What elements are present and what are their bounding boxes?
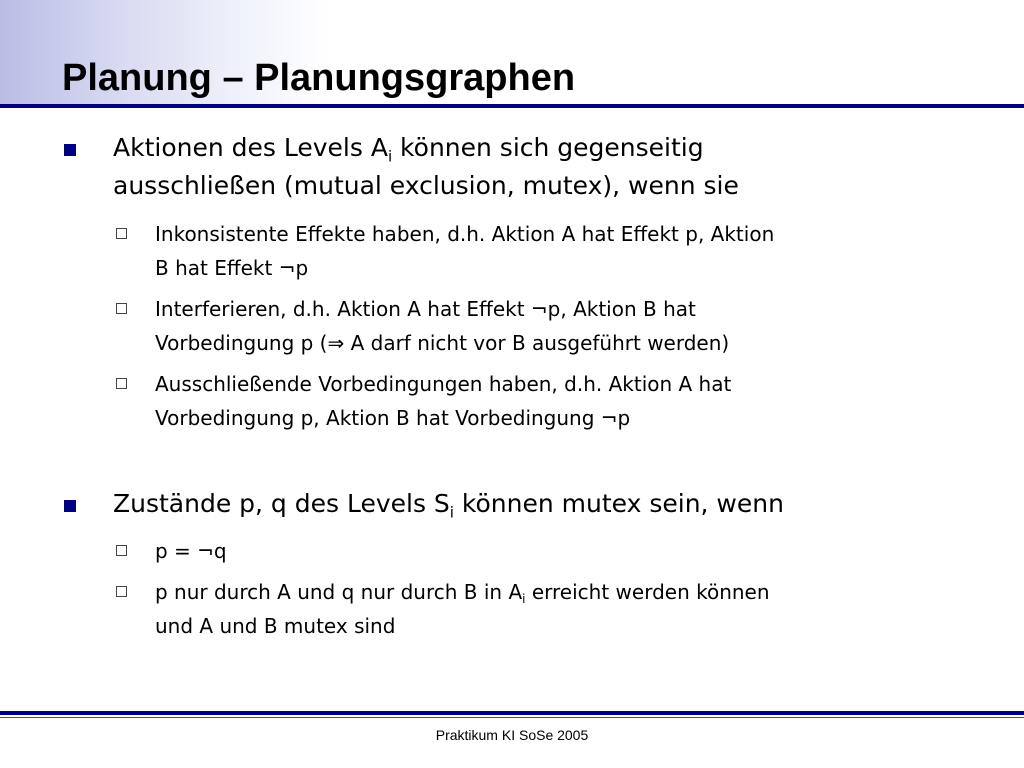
sub-item-line1: Ausschließende Vorbedingungen haben, d.h. Aktion A hat <box>155 372 732 396</box>
bullet-aktionen-line1 <box>113 129 973 167</box>
sub-bullet-marker-icon <box>116 303 127 314</box>
footer-divider-thin <box>0 717 1024 718</box>
sub-item-erreicht-durch-a-und-b <box>155 575 945 643</box>
sub-item-line1 <box>155 575 945 609</box>
sub-item-line2: Vorbedingung p (⇒ A darf nicht vor B ausgeführt werden) <box>155 331 730 355</box>
sub-item-ausschliessende-vorbedingungen <box>155 367 945 435</box>
sub-item-interferieren <box>155 292 945 360</box>
sub-bullet-marker-icon <box>116 228 127 239</box>
sub-item-line1: Inkonsistente Effekte haben, d.h. Aktion A hat Effekt p, Aktion <box>155 222 775 246</box>
bullet-zustaende <box>113 485 973 523</box>
bullet-aktionen <box>113 129 973 205</box>
title-divider <box>0 104 1024 108</box>
sub-item-line2: Vorbedingung p, Aktion B hat Vorbedingung ¬p <box>155 406 631 430</box>
sub-item-text: p nur durch A und q nur durch B in A <box>155 580 523 604</box>
sub-item-line2: und A und B mutex sind <box>155 614 396 638</box>
bullet-zustaende-line1 <box>113 485 973 523</box>
sub-item-line1: Interferieren, d.h. Aktion A hat Effekt ¬p, Aktion B hat <box>155 297 696 321</box>
subscript: i <box>387 147 393 166</box>
sub-bullet-marker-icon <box>116 545 127 556</box>
sub-bullet-marker-icon <box>116 378 127 389</box>
bullet-text: können mutex sein, wenn <box>453 489 784 518</box>
sub-item-p-gleich-nicht-q <box>155 534 945 568</box>
bullet-marker-icon <box>64 144 76 156</box>
sub-bullet-marker-icon <box>116 586 127 597</box>
subscript: i <box>449 503 454 522</box>
subscript: i <box>522 592 526 607</box>
slide-footer: Praktikum KI SoSe 2005 <box>435 727 589 743</box>
sub-item-inkonsistente-effekte <box>155 217 945 285</box>
sub-item-line2: B hat Effekt ¬p <box>155 256 309 280</box>
slide-title: Planung – Planungsgraphen <box>62 57 576 99</box>
bullet-marker-icon <box>64 500 76 512</box>
bullet-aktionen-line2: ausschließen (mutual exclusion, mutex), wenn sie <box>113 171 739 200</box>
bullet-text: können sich gegenseitig <box>392 133 704 162</box>
bullet-text: Zustände p, q des Levels S <box>113 489 450 518</box>
footer-divider <box>0 711 1024 715</box>
sub-item-line1: p = ¬q <box>155 539 227 563</box>
bullet-text: Aktionen des Levels A <box>113 133 388 162</box>
sub-item-text: erreicht werden können <box>525 580 770 604</box>
